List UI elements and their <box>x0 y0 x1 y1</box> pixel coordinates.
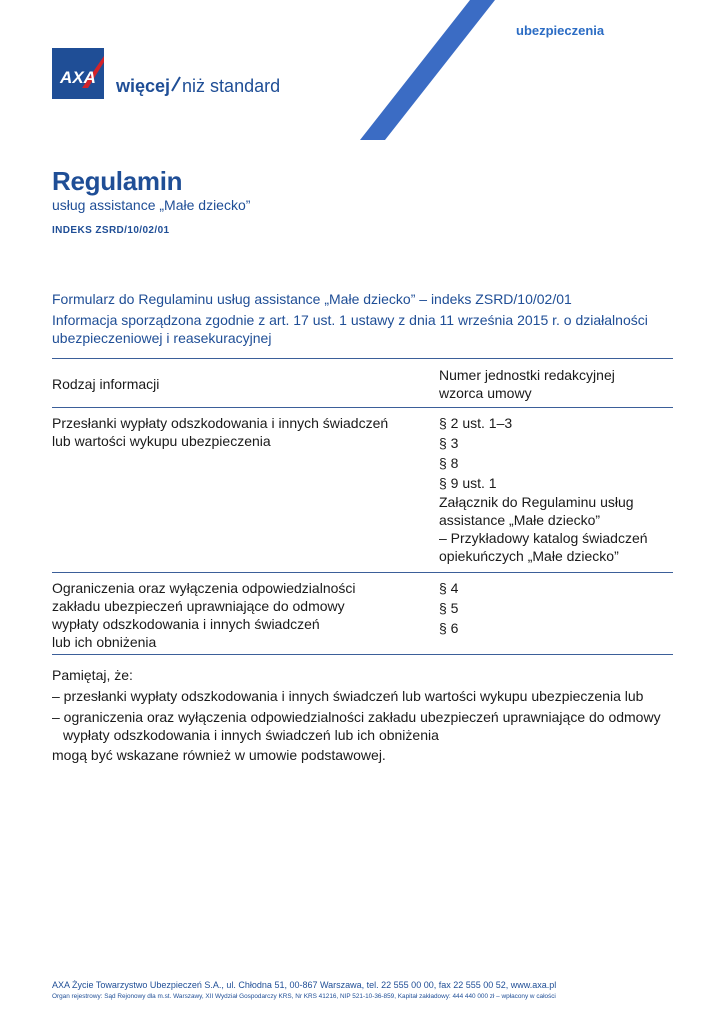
table-cell-line: lub ich obniżenia <box>52 634 157 650</box>
table-divider <box>52 572 673 573</box>
note-item: – przesłanki wypłaty odszkodowania i innych świadczeń lub wartości wykupu ubezpieczenia lub <box>52 688 644 704</box>
table-cell-line: Przesłanki wypłaty odszkodowania i innych świadczeń <box>52 415 389 431</box>
table-divider <box>52 654 673 655</box>
attachment-ref-line: assistance „Małe dziecko” <box>439 512 601 528</box>
tagline <box>116 76 280 97</box>
slash-icon <box>170 76 182 97</box>
attachment-ref-line: – Przykładowy katalog świadczeń <box>439 530 648 546</box>
table-row-2-type <box>52 579 422 651</box>
page-subtitle: usług assistance „Małe dziecko” <box>52 197 251 213</box>
table-divider <box>52 407 673 408</box>
table-header-unit-line: wzorca umowy <box>439 385 532 401</box>
tagline-bold: więcej <box>116 76 171 96</box>
table-cell-line: wypłaty odszkodowania i innych świadczeń <box>52 616 320 632</box>
category-label: ubezpieczenia <box>516 23 605 38</box>
note-block <box>52 666 682 764</box>
note-intro: Pamiętaj, że: <box>52 667 133 683</box>
form-title: Formularz do Regulaminu usług assistance „Małe dziecko” – indeks ZSRD/10/02/01 <box>52 291 572 307</box>
table-row-2-units <box>439 578 679 638</box>
attachment-ref-line: Załącznik do Regulaminu usług <box>439 494 634 510</box>
note-outro: mogą być wskazane również w umowie podstawowej. <box>52 747 386 763</box>
table-header-type: Rodzaj informacji <box>52 376 160 392</box>
tagline-rest: niż standard <box>182 76 281 96</box>
table-header-unit <box>439 366 679 402</box>
axa-logo <box>52 48 104 99</box>
footer-company-info: AXA Życie Towarzystwo Ubezpieczeń S.A., ul. Chłodna 51, 00-867 Warszawa, tel. 22 555 00 00, fax 22 555 00 52, www.axa.pl <box>52 980 557 990</box>
table-row-1-type <box>52 414 422 450</box>
table-row-1-units <box>439 413 679 565</box>
table-divider <box>52 358 673 359</box>
document-index: INDEKS ZSRD/10/02/01 <box>52 225 170 236</box>
form-description: Informacja sporządzona zgodnie z art. 17 ust. 1 ustawy z dnia 11 września 2015 r. o działalności ubezpieczeniowej i reasekuracyjnej <box>52 312 648 346</box>
table-cell-line: Ograniczenia oraz wyłączenia odpowiedzialności <box>52 580 356 596</box>
footer-registry-info: Organ rejestrowy: Sąd Rejonowy dla m.st. Warszawy, XII Wydział Gospodarczy KRS, Nr KRS 41216, NIP 521-10-36-859, Kapitał zakładowy: 444 440 000 zł – wpłacony w całości <box>52 993 556 1000</box>
table-cell-line: zakładu ubezpieczeń uprawniające do odmowy <box>52 598 345 614</box>
page-title: Regulamin <box>52 166 183 196</box>
section-ref: § 3 <box>439 435 459 451</box>
section-ref: § 5 <box>439 600 459 616</box>
decorative-stripe <box>360 0 495 140</box>
section-ref: § 4 <box>439 580 459 596</box>
section-ref: § 9 ust. 1 <box>439 475 497 491</box>
table-cell-line: lub wartości wykupu ubezpieczenia <box>52 433 271 449</box>
note-item: – ograniczenia oraz wyłączenia odpowiedzialności zakładu ubezpieczeń uprawniające do odmowy wypłaty odszkodowania i innych świadczeń lub ich obniżenia <box>52 709 661 743</box>
table-header-unit-line: Numer jednostki redakcyjnej <box>439 367 615 383</box>
logo-text: AXA <box>60 68 96 87</box>
attachment-ref-line: opiekuńczych „Małe dziecko” <box>439 548 619 564</box>
section-ref: § 8 <box>439 455 459 471</box>
section-ref: § 2 ust. 1–3 <box>439 415 513 431</box>
section-ref: § 6 <box>439 620 459 636</box>
